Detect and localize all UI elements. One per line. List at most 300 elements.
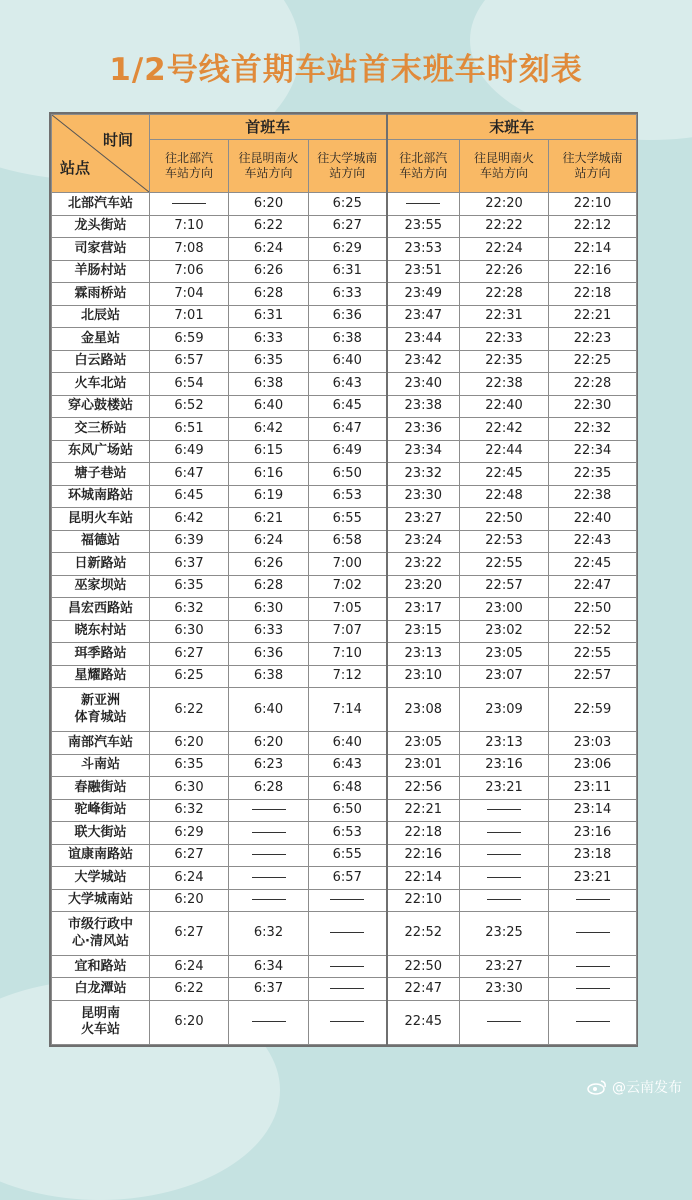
table-row	[52, 328, 637, 351]
table-row	[52, 418, 637, 441]
time-cell: 6:45	[150, 485, 229, 508]
time-cell: 6:36	[309, 305, 387, 328]
dash-line	[576, 988, 610, 989]
time-cell: 7:14	[309, 688, 387, 732]
table-row	[52, 305, 637, 328]
time-cell: 6:45	[309, 395, 387, 418]
no-service-dash	[229, 844, 309, 867]
time-cell: 23:38	[387, 395, 460, 418]
header-corner	[52, 115, 150, 193]
time-cell: 23:11	[549, 777, 637, 800]
time-cell: 6:19	[229, 485, 309, 508]
time-cell: 6:53	[309, 485, 387, 508]
time-cell: 7:02	[309, 575, 387, 598]
dash-line	[252, 832, 286, 833]
time-cell: 22:43	[549, 530, 637, 553]
time-cell: 6:33	[229, 620, 309, 643]
dash-line	[487, 877, 521, 878]
time-cell: 23:03	[549, 732, 637, 755]
time-cell: 7:08	[150, 238, 229, 261]
table-row	[52, 530, 637, 553]
station-name: 白云路站	[52, 350, 150, 373]
time-cell: 23:55	[387, 215, 460, 238]
no-service-dash	[387, 193, 460, 216]
time-cell: 22:35	[549, 463, 637, 486]
dash-line	[576, 899, 610, 900]
time-cell: 6:48	[309, 777, 387, 800]
time-cell: 6:24	[150, 867, 229, 890]
time-cell: 6:16	[229, 463, 309, 486]
time-cell: 6:59	[150, 328, 229, 351]
header-first-train: 首班车	[150, 115, 387, 140]
time-cell: 6:32	[229, 912, 309, 956]
time-cell: 22:57	[549, 665, 637, 688]
dash-line	[576, 966, 610, 967]
table-row	[52, 978, 637, 1001]
table-row	[52, 867, 637, 890]
time-cell: 6:54	[150, 373, 229, 396]
time-cell: 22:18	[387, 822, 460, 845]
table-row	[52, 732, 637, 755]
time-cell: 7:06	[150, 260, 229, 283]
dash-line	[252, 809, 286, 810]
time-cell: 22:35	[460, 350, 549, 373]
direction-label: 车站方向	[244, 166, 293, 180]
time-cell: 22:20	[460, 193, 549, 216]
table-row	[52, 822, 637, 845]
watermark-text: @云南发布	[612, 1080, 682, 1096]
time-cell: 6:29	[150, 822, 229, 845]
time-cell: 6:28	[229, 575, 309, 598]
time-cell: 23:44	[387, 328, 460, 351]
station-name: 塘子巷站	[52, 463, 150, 486]
station-name: 东风广场站	[52, 440, 150, 463]
table-row	[52, 955, 637, 978]
time-cell: 22:47	[549, 575, 637, 598]
time-cell: 6:55	[309, 844, 387, 867]
station-name: 霖雨桥站	[52, 283, 150, 306]
time-cell: 6:30	[150, 620, 229, 643]
station-name: 交三桥站	[52, 418, 150, 441]
table-row	[52, 665, 637, 688]
time-cell: 23:49	[387, 283, 460, 306]
table-row	[52, 598, 637, 621]
time-cell: 22:57	[460, 575, 549, 598]
dash-line	[252, 854, 286, 855]
dash-line	[252, 899, 286, 900]
no-service-dash	[309, 889, 387, 912]
table-row	[52, 844, 637, 867]
no-service-dash	[549, 912, 637, 956]
time-cell: 6:42	[229, 418, 309, 441]
station-name: 春融街站	[52, 777, 150, 800]
direction-label: 往大学城南	[317, 151, 378, 165]
time-cell: 23:05	[387, 732, 460, 755]
no-service-dash	[150, 193, 229, 216]
time-cell: 6:37	[229, 978, 309, 1001]
time-cell: 22:22	[460, 215, 549, 238]
time-cell: 22:34	[549, 440, 637, 463]
table-row	[52, 688, 637, 732]
time-cell: 23:16	[460, 754, 549, 777]
time-cell: 22:10	[549, 193, 637, 216]
direction-header	[150, 140, 229, 193]
time-cell: 6:31	[229, 305, 309, 328]
time-cell: 6:25	[309, 193, 387, 216]
station-name: 穿心鼓楼站	[52, 395, 150, 418]
direction-header	[229, 140, 309, 193]
time-cell: 22:21	[549, 305, 637, 328]
time-cell: 23:27	[387, 508, 460, 531]
time-cell: 22:16	[387, 844, 460, 867]
time-cell: 7:05	[309, 598, 387, 621]
table-row	[52, 440, 637, 463]
diagonal-line	[52, 115, 149, 192]
time-cell: 6:57	[309, 867, 387, 890]
timetable	[49, 112, 638, 1047]
time-cell: 6:50	[309, 463, 387, 486]
direction-label: 往昆明南火	[474, 151, 535, 165]
table-row	[52, 912, 637, 956]
time-cell: 22:53	[460, 530, 549, 553]
station-name: 星耀路站	[52, 665, 150, 688]
station-name: 火车北站	[52, 373, 150, 396]
time-cell: 6:20	[150, 889, 229, 912]
no-service-dash	[309, 1000, 387, 1044]
time-cell: 6:43	[309, 373, 387, 396]
time-cell: 23:08	[387, 688, 460, 732]
station-name: 联大街站	[52, 822, 150, 845]
table-row	[52, 238, 637, 261]
time-cell: 22:55	[549, 643, 637, 666]
time-cell: 22:50	[387, 955, 460, 978]
direction-label: 车站方向	[399, 166, 448, 180]
table-row	[52, 620, 637, 643]
station-name: 北部汽车站	[52, 193, 150, 216]
time-cell: 6:23	[229, 754, 309, 777]
no-service-dash	[460, 799, 549, 822]
station-name: 市级行政中 心·清风站	[52, 912, 150, 956]
time-cell: 6:22	[150, 688, 229, 732]
time-cell: 22:50	[549, 598, 637, 621]
time-cell: 6:27	[150, 912, 229, 956]
time-cell: 22:10	[387, 889, 460, 912]
time-cell: 23:34	[387, 440, 460, 463]
table-row	[52, 553, 637, 576]
time-cell: 6:33	[309, 283, 387, 306]
dash-line	[330, 1021, 364, 1022]
direction-label: 车站方向	[480, 166, 529, 180]
time-cell: 6:20	[229, 732, 309, 755]
time-cell: 6:52	[150, 395, 229, 418]
time-cell: 6:32	[150, 799, 229, 822]
dash-line	[576, 932, 610, 933]
time-cell: 6:26	[229, 260, 309, 283]
time-cell: 6:49	[309, 440, 387, 463]
time-cell: 6:39	[150, 530, 229, 553]
time-cell: 22:28	[460, 283, 549, 306]
time-cell: 6:55	[309, 508, 387, 531]
time-cell: 22:40	[549, 508, 637, 531]
time-cell: 22:28	[549, 373, 637, 396]
station-name: 司家营站	[52, 238, 150, 261]
dash-line	[576, 1021, 610, 1022]
time-cell: 7:10	[309, 643, 387, 666]
time-cell: 22:48	[460, 485, 549, 508]
time-cell: 22:50	[460, 508, 549, 531]
no-service-dash	[549, 889, 637, 912]
station-name: 昆明火车站	[52, 508, 150, 531]
weibo-watermark	[586, 1077, 682, 1097]
no-service-dash	[549, 1000, 637, 1044]
time-cell: 7:01	[150, 305, 229, 328]
time-cell: 7:00	[309, 553, 387, 576]
dash-line	[330, 932, 364, 933]
time-cell: 22:59	[549, 688, 637, 732]
time-cell: 6:24	[150, 955, 229, 978]
time-cell: 22:16	[549, 260, 637, 283]
time-cell: 23:22	[387, 553, 460, 576]
time-cell: 7:12	[309, 665, 387, 688]
table-row	[52, 373, 637, 396]
station-name: 昌宏西路站	[52, 598, 150, 621]
time-cell: 23:14	[549, 799, 637, 822]
dash-line	[252, 1021, 286, 1022]
dash-line	[330, 988, 364, 989]
time-cell: 6:37	[150, 553, 229, 576]
station-name: 新亚洲 体育城站	[52, 688, 150, 732]
time-cell: 6:58	[309, 530, 387, 553]
time-cell: 6:33	[229, 328, 309, 351]
time-cell: 6:20	[150, 732, 229, 755]
dash-line	[330, 899, 364, 900]
time-cell: 6:24	[229, 530, 309, 553]
time-cell: 22:55	[460, 553, 549, 576]
weibo-icon	[586, 1079, 608, 1095]
table-row	[52, 260, 637, 283]
table-row	[52, 395, 637, 418]
time-cell: 23:51	[387, 260, 460, 283]
station-name: 昆明南 火车站	[52, 1000, 150, 1044]
direction-label: 往大学城南	[562, 151, 623, 165]
no-service-dash	[229, 889, 309, 912]
time-cell: 22:47	[387, 978, 460, 1001]
table-row	[52, 575, 637, 598]
table-row	[52, 777, 637, 800]
header-last-train: 末班车	[387, 115, 637, 140]
dash-line	[406, 203, 440, 204]
no-service-dash	[460, 844, 549, 867]
time-cell: 6:22	[229, 215, 309, 238]
station-name: 北辰站	[52, 305, 150, 328]
time-cell: 6:21	[229, 508, 309, 531]
time-cell: 22:21	[387, 799, 460, 822]
time-cell: 22:26	[460, 260, 549, 283]
time-cell: 7:07	[309, 620, 387, 643]
table-row	[52, 889, 637, 912]
no-service-dash	[460, 1000, 549, 1044]
time-cell: 6:42	[150, 508, 229, 531]
time-cell: 23:07	[460, 665, 549, 688]
time-cell: 6:30	[150, 777, 229, 800]
no-service-dash	[549, 978, 637, 1001]
time-cell: 23:02	[460, 620, 549, 643]
time-cell: 6:32	[150, 598, 229, 621]
time-cell: 23:21	[549, 867, 637, 890]
time-cell: 23:32	[387, 463, 460, 486]
table-row	[52, 643, 637, 666]
time-cell: 22:45	[387, 1000, 460, 1044]
no-service-dash	[460, 889, 549, 912]
time-cell: 23:42	[387, 350, 460, 373]
time-cell: 6:53	[309, 822, 387, 845]
station-name: 巫家坝站	[52, 575, 150, 598]
time-cell: 22:52	[387, 912, 460, 956]
direction-label: 往北部汽	[164, 151, 213, 165]
time-cell: 22:12	[549, 215, 637, 238]
direction-label: 往北部汽	[399, 151, 448, 165]
station-name: 珥季路站	[52, 643, 150, 666]
direction-header	[549, 140, 637, 193]
time-cell: 22:31	[460, 305, 549, 328]
time-cell: 23:53	[387, 238, 460, 261]
time-cell: 22:18	[549, 283, 637, 306]
time-cell: 6:25	[150, 665, 229, 688]
time-cell: 22:45	[460, 463, 549, 486]
station-name: 驼峰街站	[52, 799, 150, 822]
time-cell: 6:35	[150, 754, 229, 777]
time-cell: 22:24	[460, 238, 549, 261]
page-title: 1/2号线首期车站首末班车时刻表	[109, 52, 583, 88]
table-row	[52, 215, 637, 238]
station-name: 白龙潭站	[52, 978, 150, 1001]
dash-line	[487, 899, 521, 900]
station-name: 谊康南路站	[52, 844, 150, 867]
station-name: 金星站	[52, 328, 150, 351]
time-cell: 6:50	[309, 799, 387, 822]
time-cell: 22:14	[387, 867, 460, 890]
no-service-dash	[229, 799, 309, 822]
time-cell: 6:20	[150, 1000, 229, 1044]
dash-line	[487, 832, 521, 833]
time-cell: 22:38	[549, 485, 637, 508]
time-cell: 6:40	[309, 350, 387, 373]
time-cell: 23:05	[460, 643, 549, 666]
dash-line	[330, 966, 364, 967]
no-service-dash	[309, 912, 387, 956]
time-cell: 22:56	[387, 777, 460, 800]
time-cell: 23:15	[387, 620, 460, 643]
station-name: 福德站	[52, 530, 150, 553]
header-station-label: 站点	[60, 159, 91, 178]
time-cell: 22:38	[460, 373, 549, 396]
time-cell: 22:14	[549, 238, 637, 261]
time-cell: 6:40	[229, 688, 309, 732]
table-row	[52, 1000, 637, 1044]
table-row	[52, 193, 637, 216]
time-cell: 6:30	[229, 598, 309, 621]
direction-header	[460, 140, 549, 193]
station-name: 大学城南站	[52, 889, 150, 912]
time-cell: 23:18	[549, 844, 637, 867]
time-cell: 22:25	[549, 350, 637, 373]
station-name: 日新路站	[52, 553, 150, 576]
time-cell: 6:40	[309, 732, 387, 755]
time-cell: 6:47	[309, 418, 387, 441]
time-cell: 23:36	[387, 418, 460, 441]
time-cell: 6:20	[229, 193, 309, 216]
time-cell: 7:10	[150, 215, 229, 238]
time-cell: 6:27	[150, 844, 229, 867]
time-cell: 23:13	[460, 732, 549, 755]
no-service-dash	[460, 822, 549, 845]
time-cell: 6:51	[150, 418, 229, 441]
direction-label: 站方向	[574, 166, 611, 180]
table-row	[52, 350, 637, 373]
time-cell: 23:21	[460, 777, 549, 800]
station-name: 羊肠村站	[52, 260, 150, 283]
table-row	[52, 799, 637, 822]
station-name: 斗南站	[52, 754, 150, 777]
no-service-dash	[229, 822, 309, 845]
station-name: 龙头街站	[52, 215, 150, 238]
direction-label: 站方向	[329, 166, 366, 180]
time-cell: 23:06	[549, 754, 637, 777]
time-cell: 6:15	[229, 440, 309, 463]
time-cell: 6:27	[309, 215, 387, 238]
table-row	[52, 463, 637, 486]
time-cell: 6:26	[229, 553, 309, 576]
header-time-label: 时间	[102, 131, 133, 149]
time-cell: 23:30	[387, 485, 460, 508]
time-cell: 6:28	[229, 777, 309, 800]
time-cell: 22:32	[549, 418, 637, 441]
time-cell: 22:40	[460, 395, 549, 418]
time-cell: 23:01	[387, 754, 460, 777]
time-cell: 23:25	[460, 912, 549, 956]
station-name: 宜和路站	[52, 955, 150, 978]
direction-header	[309, 140, 387, 193]
time-cell: 23:20	[387, 575, 460, 598]
time-cell: 23:24	[387, 530, 460, 553]
time-cell: 23:27	[460, 955, 549, 978]
time-cell: 23:09	[460, 688, 549, 732]
time-cell: 7:04	[150, 283, 229, 306]
time-cell: 23:13	[387, 643, 460, 666]
time-cell: 6:28	[229, 283, 309, 306]
table-row	[52, 754, 637, 777]
time-cell: 22:45	[549, 553, 637, 576]
time-cell: 6:57	[150, 350, 229, 373]
table-row	[52, 485, 637, 508]
table-row	[52, 283, 637, 306]
time-cell: 6:24	[229, 238, 309, 261]
time-cell: 6:27	[150, 643, 229, 666]
time-cell: 6:38	[309, 328, 387, 351]
time-cell: 23:00	[460, 598, 549, 621]
time-cell: 6:40	[229, 395, 309, 418]
direction-label: 往昆明南火	[238, 151, 299, 165]
time-cell: 6:35	[150, 575, 229, 598]
station-name: 南部汽车站	[52, 732, 150, 755]
time-cell: 6:22	[150, 978, 229, 1001]
station-name: 大学城站	[52, 867, 150, 890]
time-cell: 6:49	[150, 440, 229, 463]
time-cell: 22:30	[549, 395, 637, 418]
time-cell: 23:10	[387, 665, 460, 688]
time-cell: 23:40	[387, 373, 460, 396]
time-cell: 6:47	[150, 463, 229, 486]
